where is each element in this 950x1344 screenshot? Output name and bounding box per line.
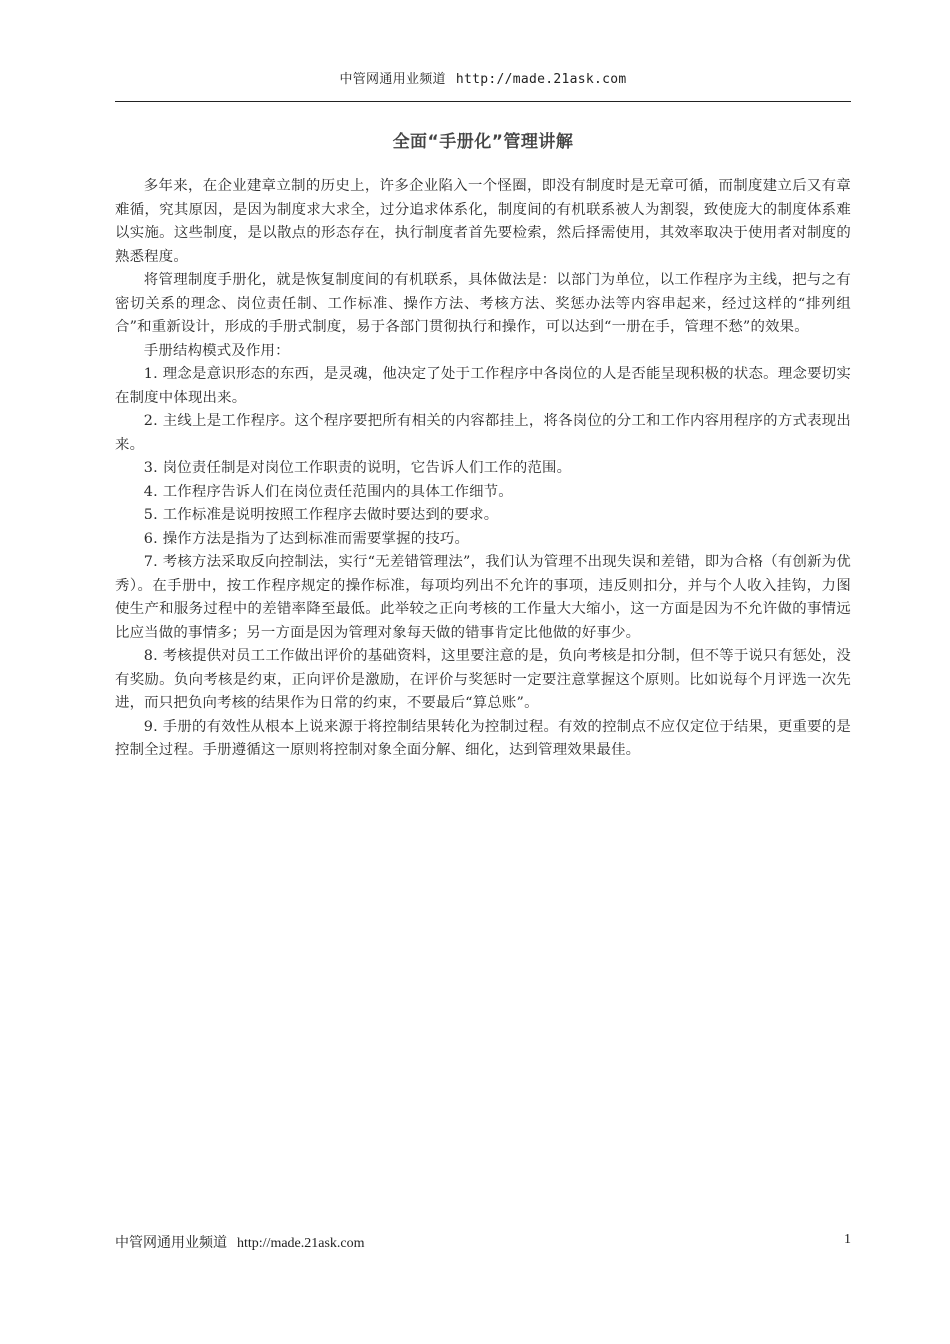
header-url: http://made.21ask.com <box>455 72 627 87</box>
page-header <box>115 68 851 87</box>
list-item: 8. 考核提供对员工工作做出评价的基础资料，这里要注意的是，负向考核是扣分制，但不等于说只有惩处，没有奖励。负向考核是约束，正向评价是激励，在评价与奖惩时一定要注意掌握这个原则。比如说每个月评选一次先进，而只把负向考核的结果作为日常的约束，不要最后“算总账”。 <box>115 648 851 711</box>
header-site-name: 中管网通用业频道 <box>339 72 446 87</box>
list-item: 1. 理念是意识形态的东西，是灵魂，他决定了处于工作程序中各岗位的人是否能呈现积极的状态。理念要切实在制度中体现出来。 <box>115 366 851 406</box>
list-item: 6. 操作方法是指为了达到标准而需要掌握的技巧。 <box>143 530 470 547</box>
list-item: 7. 考核方法采取反向控制法，实行“无差错管理法”，我们认为管理不出现失误和差错，即为合格（有创新为优秀）。在手册中，按工作程序规定的操作标准，每项均列出不允许的事项，违反则扣分，并与个人收入挂钩，力图使生产和服务过程中的差错率降至最低。此举较之正向考核的工作量大大缩小，这一方面是因为不允许做的事情远比应当做的事情多；另一方面是因为管理对象每天做的错事肯定比他做的好事少。 <box>115 554 851 641</box>
page-number: 1 <box>844 1232 851 1247</box>
document-title: 全面“手册化”管理讲解 <box>392 132 574 152</box>
header-rule <box>115 101 851 102</box>
footer-url: http://made.21ask.com <box>237 1236 365 1251</box>
footer-site-name: 中管网通用业频道 <box>115 1236 227 1251</box>
list-item: 2. 主线上是工作程序。这个程序要把所有相关的内容都挂上，将各岗位的分工和工作内容用程序的方式表现出来。 <box>115 413 851 453</box>
list-item: 5. 工作标准是说明按照工作程序去做时要达到的要求。 <box>143 507 499 523</box>
paragraph: 手册结构模式及作用： <box>143 342 290 359</box>
page-footer <box>115 1232 365 1252</box>
paragraph: 将管理制度手册化，就是恢复制度间的有机联系，具体做法是：以部门为单位，以工作程序为主线，把与之有密切关系的理念、岗位责任制、工作标准、操作方法、考核方法、奖惩办法等内容串起来，经过这样的“排列组合”和重新设计，形成的手册式制度，易于各部门贯彻执行和操作，可以达到“一册在手，管理不愁”的效果。 <box>115 272 851 335</box>
paragraph: 多年来，在企业建章立制的历史上，许多企业陷入一个怪圈，即没有制度时是无章可循，而制度建立后又有章难循，究其原因，是因为制度求大求全，过分追求体系化，制度间的有机联系被人为割裂，致使庞大的制度体系难以实施。这些制度，是以散点的形态存在，执行制度者首先要检索，然后择需使用，其效率取决于使用者对制度的熟悉程度。 <box>115 178 851 265</box>
list-item: 9. 手册的有效性从根本上说来源于将控制结果转化为控制过程。有效的控制点不应仅定位于结果，更重要的是控制全过程。手册遵循这一原则将控制对象全面分解、细化，达到管理效果最佳。 <box>115 718 851 758</box>
document-body <box>115 175 851 763</box>
list-item: 3. 岗位责任制是对岗位工作职责的说明，它告诉人们工作的范围。 <box>143 460 572 476</box>
list-item: 4. 工作程序告诉人们在岗位责任范围内的具体工作细节。 <box>143 483 513 500</box>
